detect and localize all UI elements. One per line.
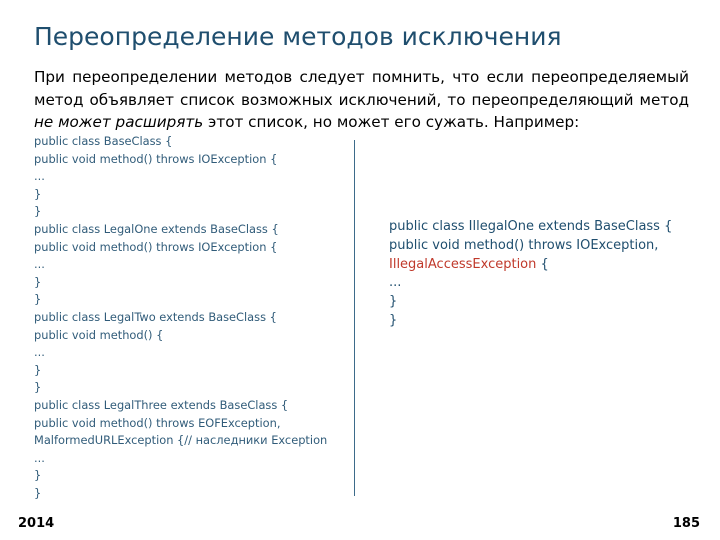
throws-suffix: { xyxy=(536,256,549,272)
code-line: } xyxy=(34,362,42,377)
code-line: ... xyxy=(34,450,45,465)
code-line: } xyxy=(34,292,42,307)
legal-code-block xyxy=(34,133,352,502)
intro-text: При переопределении методов следует помнить, что если переопределяемый метод объявляет список возможных исключений, то переопределяющий метод xyxy=(34,68,689,109)
code-line: } xyxy=(389,294,398,310)
illegal-code-block xyxy=(389,218,694,331)
illegal-exception-highlight: IllegalAccessException xyxy=(389,256,537,272)
column-divider xyxy=(354,140,355,496)
code-line: ... xyxy=(34,345,45,360)
code-line: } xyxy=(34,274,42,289)
throws-prefix: public void method() throws IOException, xyxy=(389,237,659,253)
code-line: public void method() { xyxy=(34,327,164,342)
footer-year: 2014 xyxy=(18,516,55,531)
code-line: public class LegalTwo extends BaseClass { xyxy=(34,309,277,324)
intro-paragraph xyxy=(34,66,689,134)
page-number: 185 xyxy=(672,516,700,531)
code-line: } xyxy=(34,380,42,395)
code-line: } xyxy=(34,468,42,483)
code-line: ... xyxy=(34,257,45,272)
intro-tail: этот список, но может его сужать. Например: xyxy=(203,113,580,131)
code-line: public class IllegalOne extends BaseClass { xyxy=(389,219,673,234)
code-line: public class LegalThree extends BaseClass { xyxy=(34,397,289,412)
code-line: public void method() throws EOFException, xyxy=(34,415,281,430)
code-line: ... xyxy=(34,169,45,184)
code-line: ... xyxy=(389,275,402,291)
code-line-throws xyxy=(389,237,694,275)
code-line: public class BaseClass { xyxy=(34,134,173,148)
code-line: } xyxy=(34,186,42,201)
code-line: MalformedURLException {// наследники Exception xyxy=(34,433,328,448)
code-line: } xyxy=(34,204,42,219)
code-line: public void method() throws IOException { xyxy=(34,239,278,254)
code-line: } xyxy=(389,312,398,328)
intro-emphasis: не может расширять xyxy=(34,113,204,131)
slide-title: Переопределение методов исключения xyxy=(34,22,562,51)
code-line: public void method() throws IOException { xyxy=(34,151,278,166)
code-line: public class LegalOne extends BaseClass { xyxy=(34,221,279,236)
code-line: } xyxy=(34,485,42,500)
